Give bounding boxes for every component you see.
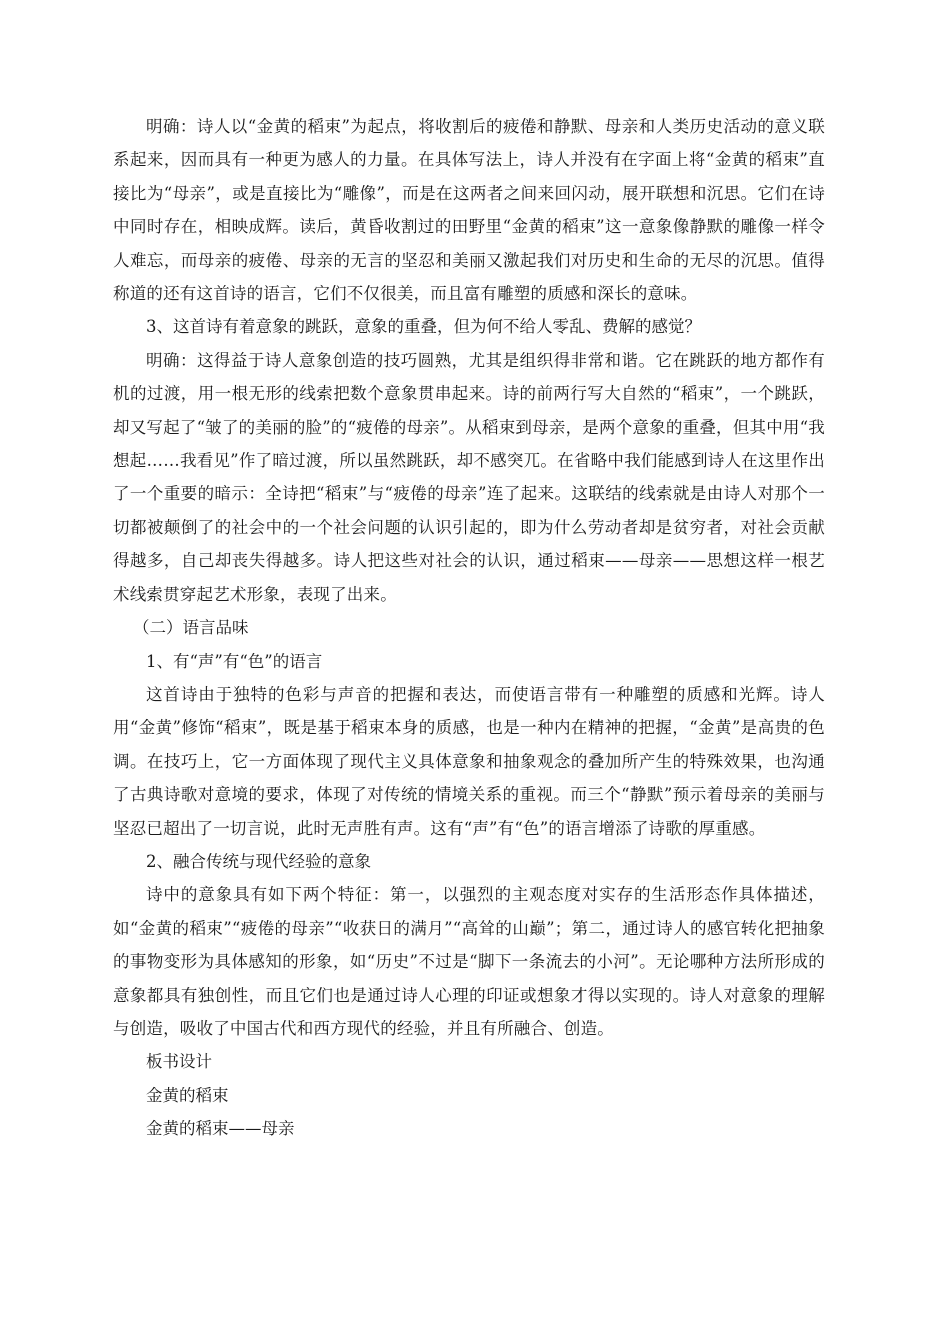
section-heading-language: （二）语言品味 (133, 618, 249, 638)
question-3: 3、这首诗有着意象的跳跃，意象的重叠，但为何不给人零乱、费解的感觉？ (146, 317, 701, 337)
paragraph-clarification-1: 明确：诗人以“金黄的稻束”为起点，将收割后的疲倦和静默、母亲和人类历史活动的意义联系起来，因而具有一种更为感人的力量。在具体写法上，诗人并没有在字面上将“金黄的稻束”直接比为“母亲”，或是直接比为“雕像”，而是在这两者之间来回闪动，展开联想和沉思。它们在诗中同时存在，相映成辉。读后，黄昏收割过的田野里“金黄的稻束”这一意象像静默的雕像一样令人难忘，而母亲的疲倦、母亲的无言的坚忍和美丽又激起我们对历史和生命的无尽的沉思。值得称道的还有这首诗的语言，它们不仅很美，而且富有雕塑的质感和深长的意味。 (113, 117, 825, 304)
board-design-line-1: 金黄的稻束 (146, 1085, 229, 1105)
document-body (113, 110, 825, 1146)
paragraph-imagery: 诗中的意象具有如下两个特征：第一，以强烈的主观态度对实存的生活形态作具体描述，如“金黄的稻束”“疲倦的母亲”“收获日的满月”“高耸的山巅”；第二，通过诗人的感官转化把抽象的事物变形为具体感知的形象，如“历史”不过是“脚下一条流去的小河”。无论哪种方法所形成的意象都具有独创性，而且它们也是通过诗人心理的印证或想象才得以实现的。诗人对意象的理解与创造，吸收了中国古代和西方现代的经验，并且有所融合、创造。 (113, 885, 825, 1038)
board-design-title: 板书设计 (146, 1052, 212, 1072)
board-design-line-2: 金黄的稻束——母亲 (146, 1119, 295, 1139)
paragraph-sound-color: 这首诗由于独特的色彩与声音的把握和表达，而使语言带有一种雕塑的质感和光辉。诗人用“金黄”修饰“稻束”，既是基于稻束本身的质感，也是一种内在精神的把握，“金黄”是高贵的色调。在技巧上，它一方面体现了现代主义具体意象和抽象观念的叠加所产生的特殊效果，也沟通了古典诗歌对意境的要求，体现了对传统的情境关系的重视。而三个“静默”预示着母亲的美丽与坚忍已超出了一切言说，此时无声胜有声。这有“声”有“色”的语言增添了诗歌的厚重感。 (113, 684, 825, 838)
paragraph-clarification-2: 明确：这得益于诗人意象创造的技巧圆熟，尤其是组织得非常和谐。它在跳跃的地方都作有机的过渡，用一根无形的线索把数个意象贯串起来。诗的前两行写大自然的“稻束”，一个跳跃，却又写起了“皱了的美丽的脸”的“疲倦的母亲”。从稻束到母亲，是两个意象的重叠，但其中用“我想起……我看见”作了暗过渡，所以虽然跳跃，却不感突兀。在省略中我们能感到诗人在这里作出了一个重要的暗示：全诗把“稻束”与“疲倦的母亲”连了起来。这联结的线索就是由诗人对那个一切都被颠倒了的社会中的一个社会问题的认识引起的，即为什么劳动者却是贫穷者，对社会贡献得越多，自己却丧失得越多。诗人把这些对社会的认识，通过稻束——母亲——思想这样一根艺术线索贯穿起艺术形象，表现了出来。 (113, 350, 825, 604)
subheading-sound-color: 1、有“声”有“色”的语言 (146, 651, 323, 671)
subheading-imagery: 2、融合传统与现代经验的意象 (146, 851, 371, 871)
